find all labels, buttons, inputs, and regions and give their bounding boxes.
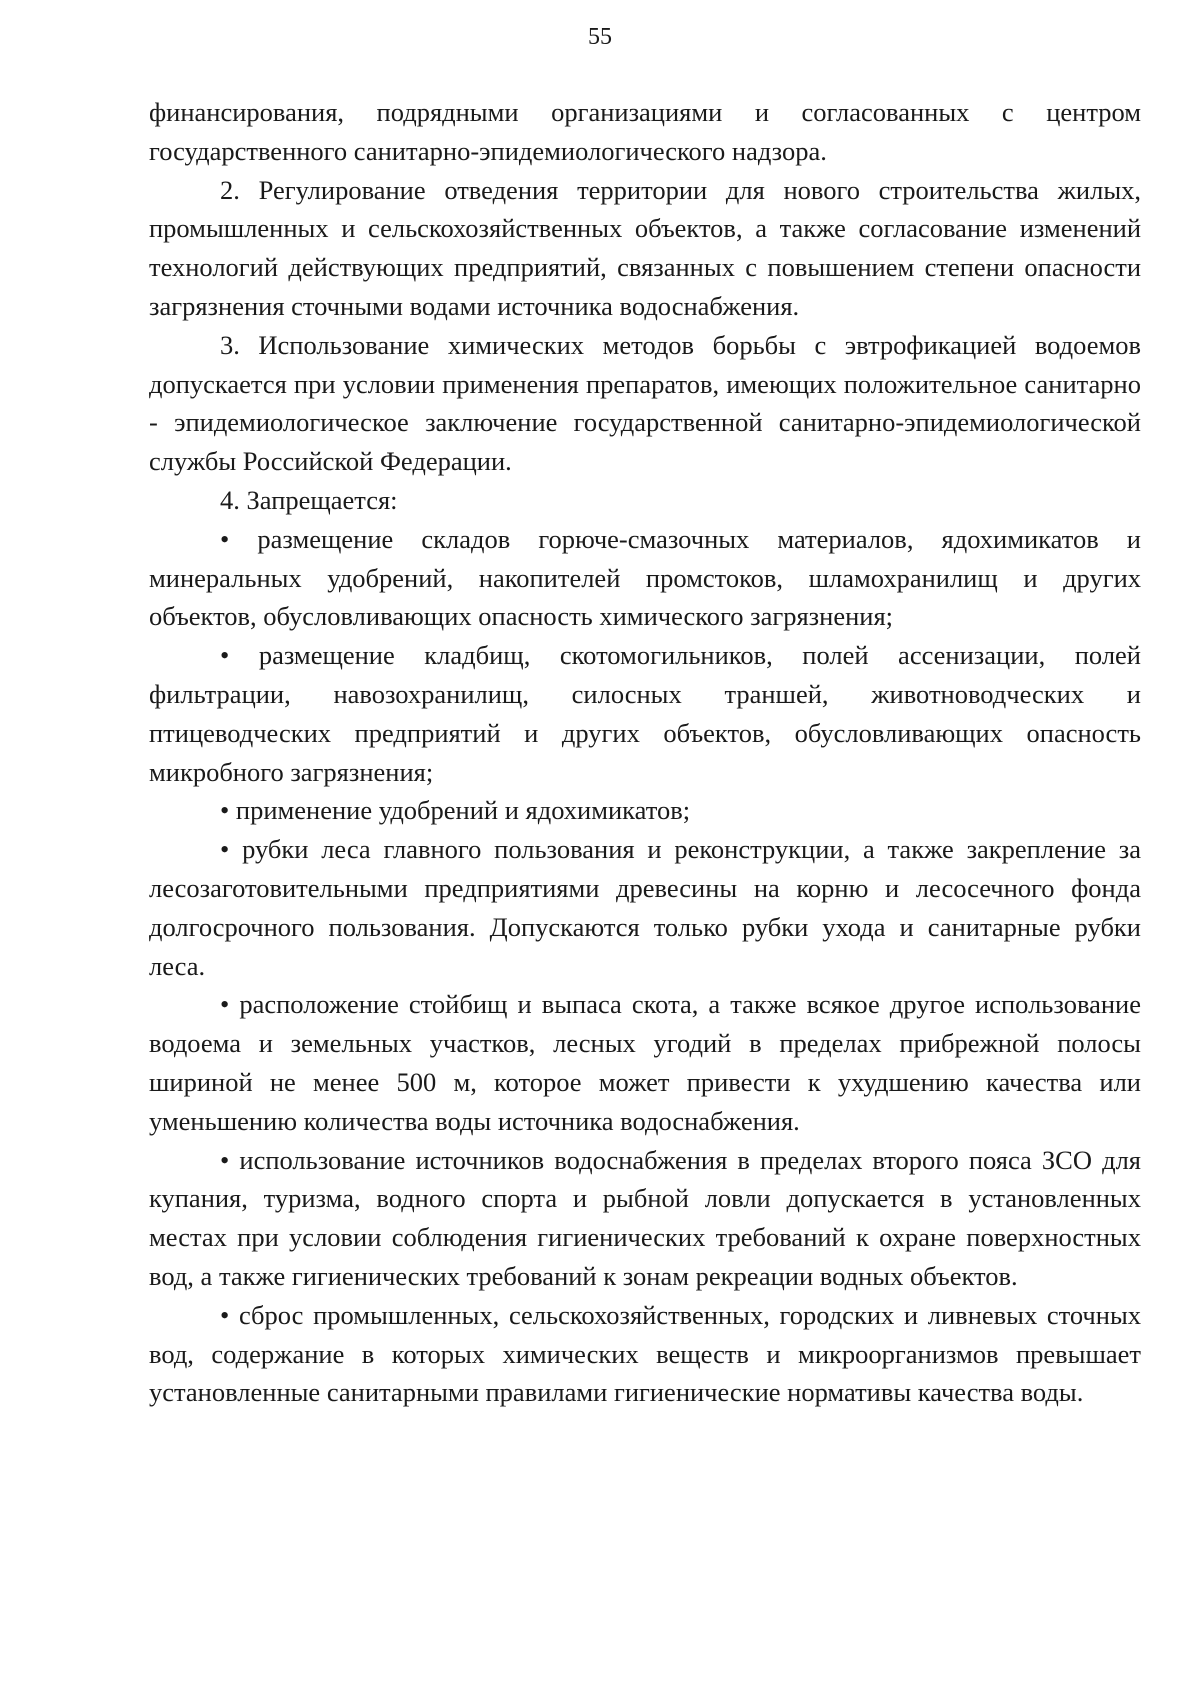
bullet-item-grazing: • расположение стойбищ и выпаса скота, а также всякое другое использование водоема и земельных участков, лесных угодий в пределах прибрежной полосы шириной не менее 500 м, которое может привести к ухудшению качества или уменьшению количества воды источника водоснабжения. xyxy=(149,989,1141,1136)
document-body xyxy=(149,93,1141,1412)
paragraph-item-3: 3. Использование химических методов борьбы с эвтрофикацией водоемов допускается при условии применения препаратов, имеющих положительное санитарно - эпидемиологическое заключение государственной санитарно-эпидемиологической службы Российской Федерации. xyxy=(149,329,1141,477)
paragraph-continuation: финансирования, подрядными организациями и согласованных с центром государственного санитарно-эпидемиологического надзора. xyxy=(149,97,1141,166)
paragraph-item-4-heading: 4. Запрещается: xyxy=(220,484,398,515)
bullet-item-logging: • рубки леса главного пользования и реконструкции, а также закрепление за лесозаготовительными предприятиями древесины на корню и лесосечного фонда долгосрочного пользования. Допускаются только рубки ухода и санитарные рубки леса. xyxy=(149,834,1141,981)
bullet-item-cemeteries: • размещение кладбищ, скотомогильников, полей ассенизации, полей фильтрации, навозохранилищ, силосных траншей, животноводческих и птицеводческих предприятий и других объектов, обусловливающих опасность микробного загрязнения; xyxy=(149,640,1141,787)
paragraph-item-2: 2. Регулирование отведения территории для нового строительства жилых, промышленных и сельскохозяйственных объектов, а также согласование изменений технологий действующих предприятий, связанных с повышением степени опасности загрязнения сточными водами источника водоснабжения. xyxy=(149,174,1141,321)
bullet-item-wastewater: • сброс промышленных, сельскохозяйственных, городских и ливневых сточных вод, содержание в которых химических веществ и микроорганизмов превышает установленные санитарными правилами гигиенические нормативы качества воды. xyxy=(149,1299,1141,1408)
bullet-item-fertilizers: • применение удобрений и ядохимикатов; xyxy=(220,795,691,826)
bullet-item-chemical-storage: • размещение складов горюче-смазочных материалов, ядохимикатов и минеральных удобрений, накопителей промстоков, шламохранилищ и других объектов, обусловливающих опасность химического загрязнения; xyxy=(149,523,1141,632)
bullet-item-recreation: • использование источников водоснабжения в пределах второго пояса ЗСО для купания, туризма, водного спорта и рыбной ловли допускается в установленных местах при условии соблюдения гигиенических требований к охране поверхностных вод, а также гигиенических требований к зонам рекреации водных объектов. xyxy=(149,1144,1141,1291)
page-number: 55 xyxy=(588,24,612,50)
